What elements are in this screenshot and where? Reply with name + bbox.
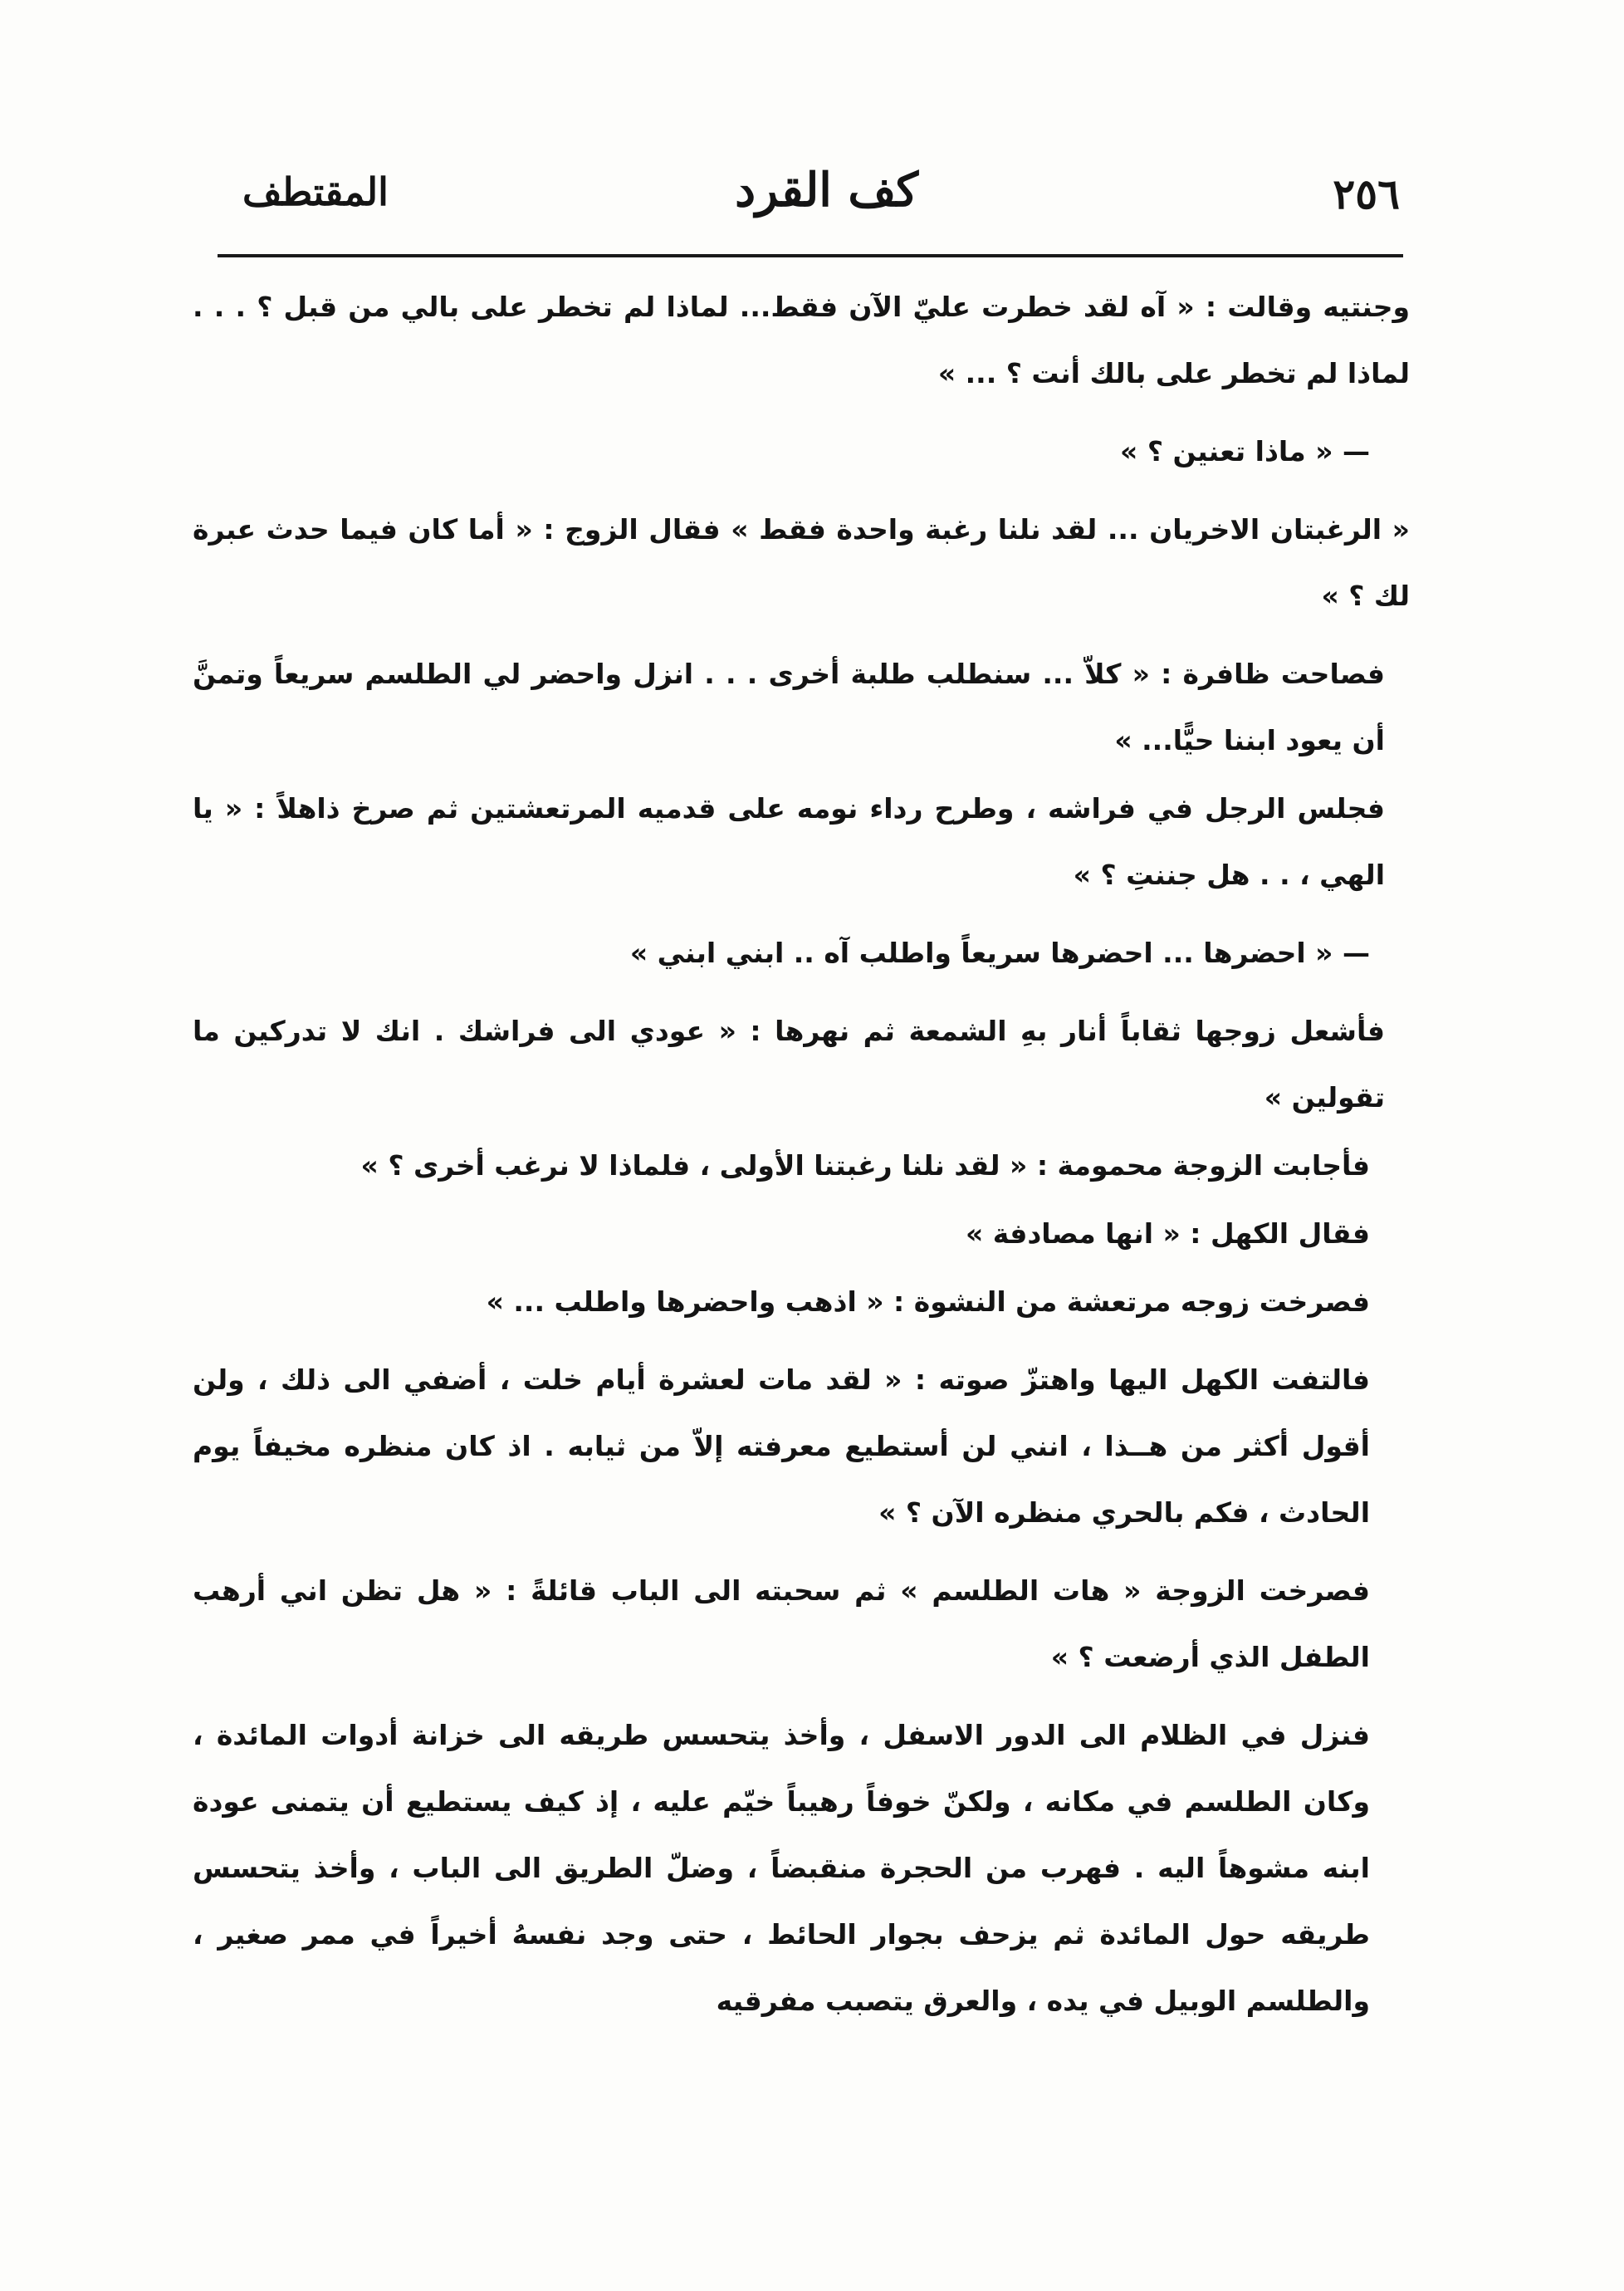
paragraph: فالتفت الكهل اليها واهتزّ صوته : « لقد مات لعشرة أيام خلت ، أضفي الى ذلك ، ولن أقول أكثر من هــذا ، انني لن أستطيع معرفته إلاّ من ثيابه . اذ كان منظره مخيفاً يوم الحادث ، فكم بالحري منظره الآن ؟ »	[193, 1363, 1370, 1529]
paragraph: وجنتيه وقالت : « آه لقد خطرت عليّ الآن فقط... لماذا لم تخطر على بالي من قبل ؟ . . . لماذا لم تخطر على بالك أنت ؟ ... »	[193, 291, 1410, 389]
paragraph: فقال الكهل : « انها مصادفة »	[965, 1217, 1370, 1250]
paragraph: فصاحت ظافرة : « كلاّ ... سنطلب طلبة أخرى . . . انزل واحضر لي الطلسم سريعاً وتمنَّ أن يعود ابننا حيًّا... »	[193, 658, 1385, 756]
page-header	[218, 163, 1400, 229]
paragraph: — « احضرها ... احضرها سريعاً واطلب آه .. ابني ابني »	[629, 937, 1370, 969]
paragraph: — « ماذا تعنين ؟ »	[1120, 435, 1370, 468]
paragraph: « الرغبتان الاخريان ... لقد نلنا رغبة واحدة فقط » فقال الزوج : « أما كان فيما حدث عبرة لك ؟ »	[193, 513, 1410, 612]
paragraph: فصرخت الزوجة « هات الطلسم » ثم سحبته الى الباب قائلةً : « هل تظن اني أرهب الطفل الذي أرضعت ؟ »	[193, 1574, 1370, 1673]
paragraph: فجلس الرجل في فراشه ، وطرح رداء نومه على قدميه المرتعشتين ثم صرخ ذاهلاً : « يا الهي ، . . هل جننتِ ؟ »	[193, 792, 1385, 891]
paragraph: فنزل في الظلام الى الدور الاسفل ، وأخذ يتحسس طريقه الى خزانة أدوات المائدة ، وكان الطلسم في مكانه ، ولكنّ خوفاً رهيباً خيّم عليه ، إذ كيف يستطيع أن يتمنى عودة ابنه مشوهاً اليه . فهرب من الحجرة منقبضاً ، وضلّ الطريق الى الباب ، وأخذ يتحسس طريقه حول المائدة ثم يزحف بجوار الحائط ، حتى وجد نفسهُ أخيراً في ممر صغير ، والطلسم الوبيل في يده ، والعرق يتصبب مفرقيه	[193, 1719, 1370, 2017]
paragraph: فأجابت الزوجة محمومة : « لقد نلنا رغبتنا الأولى ، فلماذا لا نرغب أخرى ؟ »	[360, 1149, 1370, 1182]
header-rule	[218, 254, 1403, 257]
paragraph: فأشعل زوجها ثقاباً أنار بهِ الشمعة ثم نهرها : « عودي الى فراشك . انك لا تدركين ما تقولين »	[193, 1015, 1385, 1114]
paragraph: فصرخت زوجه مرتعشة من النشوة : « اذهب واحضرها واطلب ... »	[486, 1285, 1370, 1318]
body-text	[193, 274, 1410, 2034]
page-number: ٢٥٦	[1333, 169, 1400, 218]
journal-name: المقتطف	[242, 169, 389, 214]
chapter-title: كف القرد	[735, 163, 918, 218]
